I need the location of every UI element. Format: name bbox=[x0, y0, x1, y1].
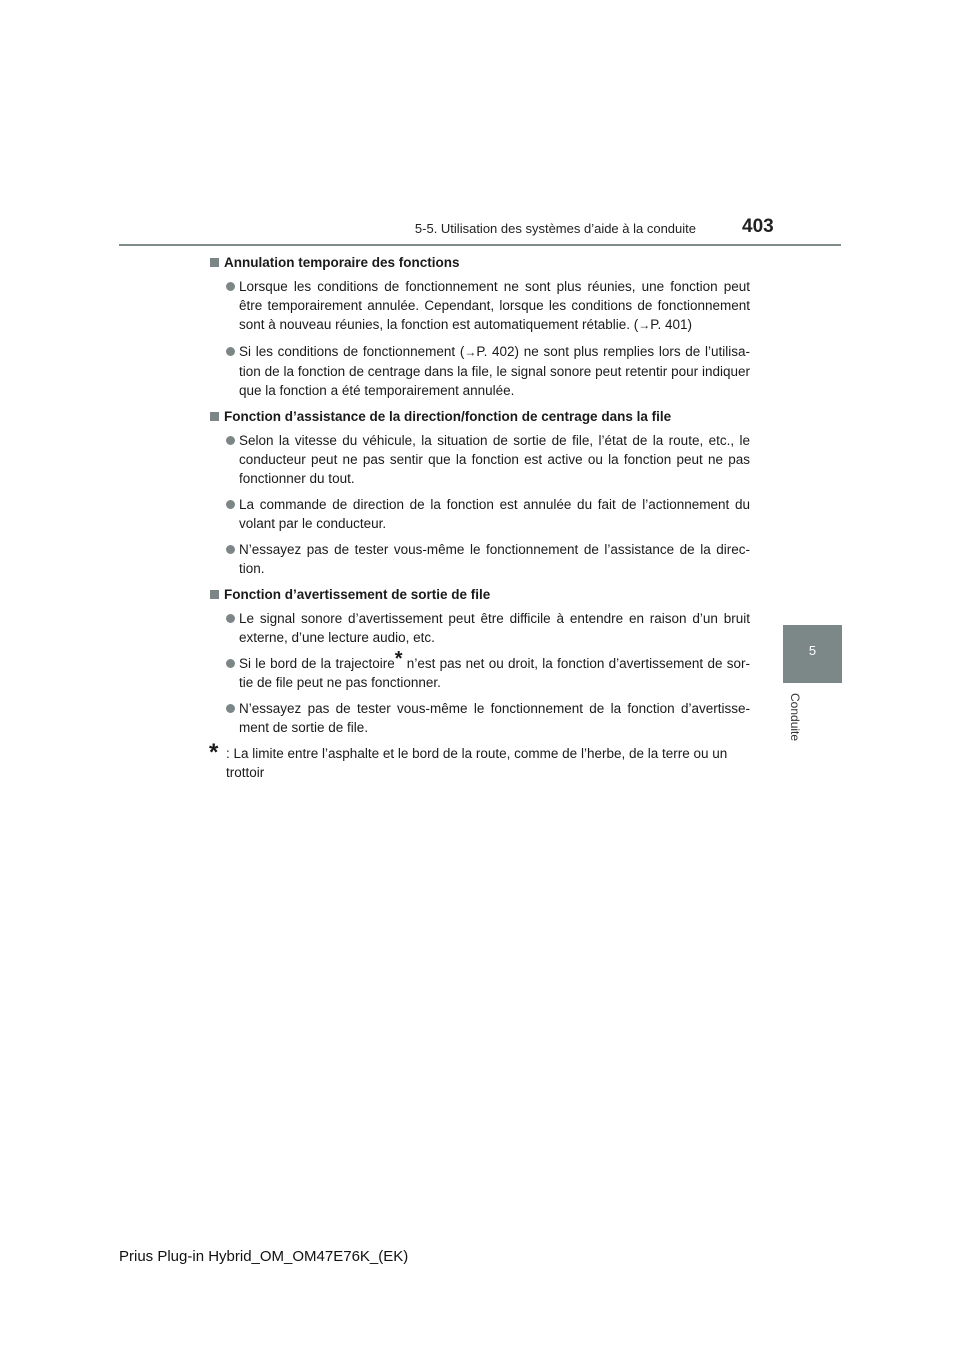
section-heading bbox=[209, 585, 750, 604]
section-heading bbox=[209, 253, 750, 272]
chapter-tab bbox=[783, 625, 842, 683]
footer-document-id: Prius Plug-in Hybrid_OM_OM47E76K_(EK) bbox=[119, 1248, 409, 1265]
list-item bbox=[209, 609, 750, 647]
list-item-text: Si le bord de la trajectoire bbox=[239, 656, 395, 671]
page-reference: P. 401) bbox=[650, 317, 693, 332]
list-item-text-continued: P. 402) ne sont plus remplies lors de l’utilisa-tion de la fonction de centrage dans la file, le signal sonore peut retentir pour indiquer que la fonction a été temporairement annulée. bbox=[239, 344, 750, 398]
list-item bbox=[209, 342, 750, 400]
section-heading-text: Fonction d’avertissement de sortie de file bbox=[224, 587, 491, 602]
section-temporary-cancellation bbox=[209, 253, 750, 400]
round-bullet-icon bbox=[226, 659, 235, 668]
list-item-text: Selon la vitesse du véhicule, la situation de sortie de file, l’état de la route, etc., le conducteur peut ne pas sentir que la fonction est active ou la fonction peut ne pas fonctionner du tout. bbox=[239, 433, 750, 486]
list-item-text-continued: n’est pas net ou droit, la fonction d’avertissement de sor-tie de file peut ne pas fonctionner. bbox=[239, 656, 750, 690]
page-content bbox=[209, 253, 750, 782]
square-bullet-icon bbox=[210, 258, 219, 267]
list-item bbox=[209, 647, 750, 692]
round-bullet-icon bbox=[226, 500, 235, 509]
header-rule bbox=[119, 244, 841, 246]
section-heading-text: Fonction d’assistance de la direction/fonction de centrage dans la file bbox=[224, 409, 672, 424]
round-bullet-icon bbox=[226, 282, 235, 291]
arrow-right-icon: → bbox=[638, 318, 651, 332]
round-bullet-icon bbox=[226, 614, 235, 623]
section-heading bbox=[209, 407, 750, 426]
footnote-star-icon: * bbox=[209, 739, 219, 766]
list-item-text: La commande de direction de la fonction est annulée du fait de l’actionnement du volant par le conducteur. bbox=[239, 497, 750, 531]
list-item bbox=[209, 431, 750, 488]
round-bullet-icon bbox=[226, 545, 235, 554]
list-item-text: N’essayez pas de tester vous-même le fonctionnement de la fonction d’avertisse-ment de sortie de file. bbox=[239, 701, 750, 735]
list-item bbox=[209, 277, 750, 335]
round-bullet-icon bbox=[226, 347, 235, 356]
list-item bbox=[209, 540, 750, 578]
square-bullet-icon bbox=[210, 412, 219, 421]
header-section-title: 5-5. Utilisation des systèmes d’aide à la conduite bbox=[414, 221, 696, 236]
list-item-text: Lorsque les conditions de fonctionnement ne sont plus réunies, une fonction peut être temporairement annulée. Cependant, lorsque les conditions de fonctionnement sont à nouveau réunies, la fonction est automatiquement rétablie. ( bbox=[239, 279, 750, 332]
list-item bbox=[209, 495, 750, 533]
arrow-right-icon: → bbox=[464, 345, 477, 359]
section-heading-text: Annulation temporaire des fonctions bbox=[224, 255, 460, 270]
section-steering-assist bbox=[209, 407, 750, 578]
round-bullet-icon bbox=[226, 704, 235, 713]
chapter-label: Conduite bbox=[788, 693, 802, 742]
section-lane-departure-warning bbox=[209, 585, 750, 737]
footnote-star-icon: * bbox=[394, 647, 403, 670]
round-bullet-icon bbox=[226, 436, 235, 445]
square-bullet-icon bbox=[210, 590, 219, 599]
chapter-number: 5 bbox=[808, 643, 817, 658]
list-item bbox=[209, 699, 750, 737]
page-number: 403 bbox=[742, 216, 774, 237]
footnote-text: : La limite entre l’asphalte et le bord de la route, comme de l’herbe, de la terre ou un trottoir bbox=[226, 746, 728, 780]
list-item-text: Si les conditions de fonctionnement ( bbox=[239, 344, 465, 359]
footnote bbox=[209, 739, 750, 782]
list-item-text: Le signal sonore d’avertissement peut être difficile à entendre en raison d’un bruit externe, d’une lecture audio, etc. bbox=[239, 611, 750, 645]
list-item-text: N’essayez pas de tester vous-même le fonctionnement de l’assistance de la direc-tion. bbox=[239, 542, 750, 576]
